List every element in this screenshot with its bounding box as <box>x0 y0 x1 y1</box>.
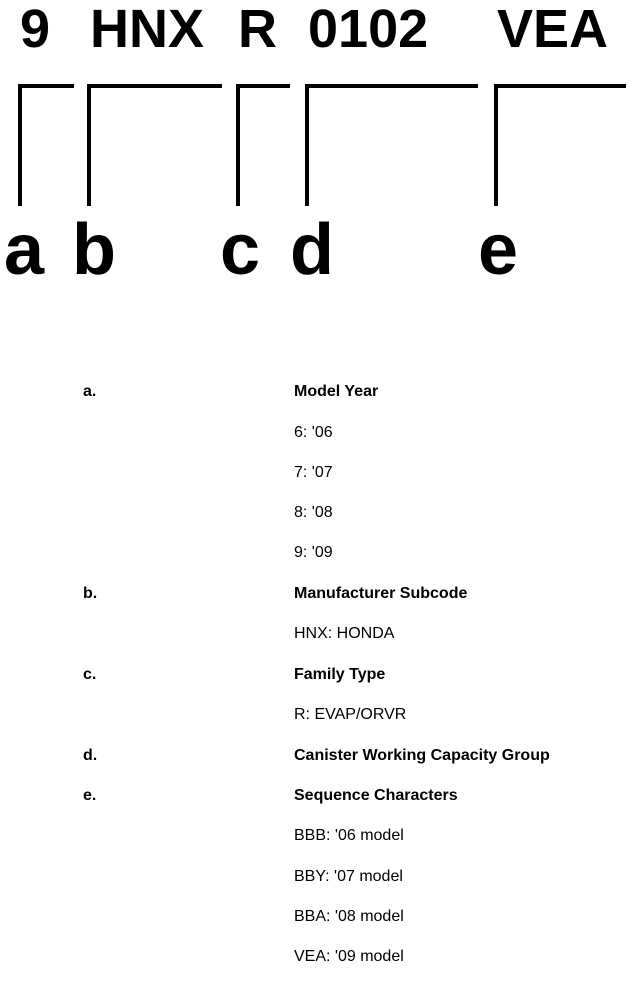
legend-row-c <box>0 665 640 705</box>
code-part-capacity-group: 0102 <box>308 0 429 59</box>
label-b: b <box>72 210 116 290</box>
code-part-manufacturer-subcode: HNX <box>90 0 205 59</box>
label-e: e <box>478 210 519 290</box>
bracket-b <box>89 86 220 204</box>
legend-title: Family Type <box>294 666 386 683</box>
legend-item: BBB: '06 model <box>294 827 404 844</box>
legend-title: Manufacturer Subcode <box>294 585 468 602</box>
code-part-sequence-characters: VEA <box>497 0 609 59</box>
code-part-model-year: 9 <box>20 0 51 59</box>
legend-key: b. <box>83 585 98 602</box>
legend-key: d. <box>83 747 98 764</box>
legend-row-a <box>0 382 640 422</box>
code-part-family-type: R <box>238 0 277 59</box>
legend-item: R: EVAP/ORVR <box>294 706 407 723</box>
bracket-a <box>20 86 72 204</box>
legend-item: BBA: '08 model <box>294 908 404 925</box>
bracket-e <box>496 86 624 204</box>
legend-item: 8: '08 <box>294 504 333 521</box>
legend-title: Canister Working Capacity Group <box>294 747 550 764</box>
legend-item: BBY: '07 model <box>294 868 403 885</box>
label-c: c <box>220 210 261 290</box>
bracket-c <box>238 86 288 204</box>
legend-row-d <box>0 746 640 786</box>
legend-title: Model Year <box>294 383 379 400</box>
legend-row-b <box>0 584 640 624</box>
legend-row-e <box>0 786 640 826</box>
legend-item: VEA: '09 model <box>294 948 404 965</box>
label-d: d <box>290 210 334 290</box>
legend-key: c. <box>83 666 97 683</box>
legend-item: 9: '09 <box>294 544 333 561</box>
legend-item: 6: '06 <box>294 424 333 441</box>
bracket-d <box>307 86 476 204</box>
legend-key: e. <box>83 787 97 804</box>
legend-key: a. <box>83 383 97 400</box>
legend-item: HNX: HONDA <box>294 625 395 642</box>
legend-item: 7: '07 <box>294 464 333 481</box>
legend-title: Sequence Characters <box>294 787 458 804</box>
label-a: a <box>4 210 45 290</box>
